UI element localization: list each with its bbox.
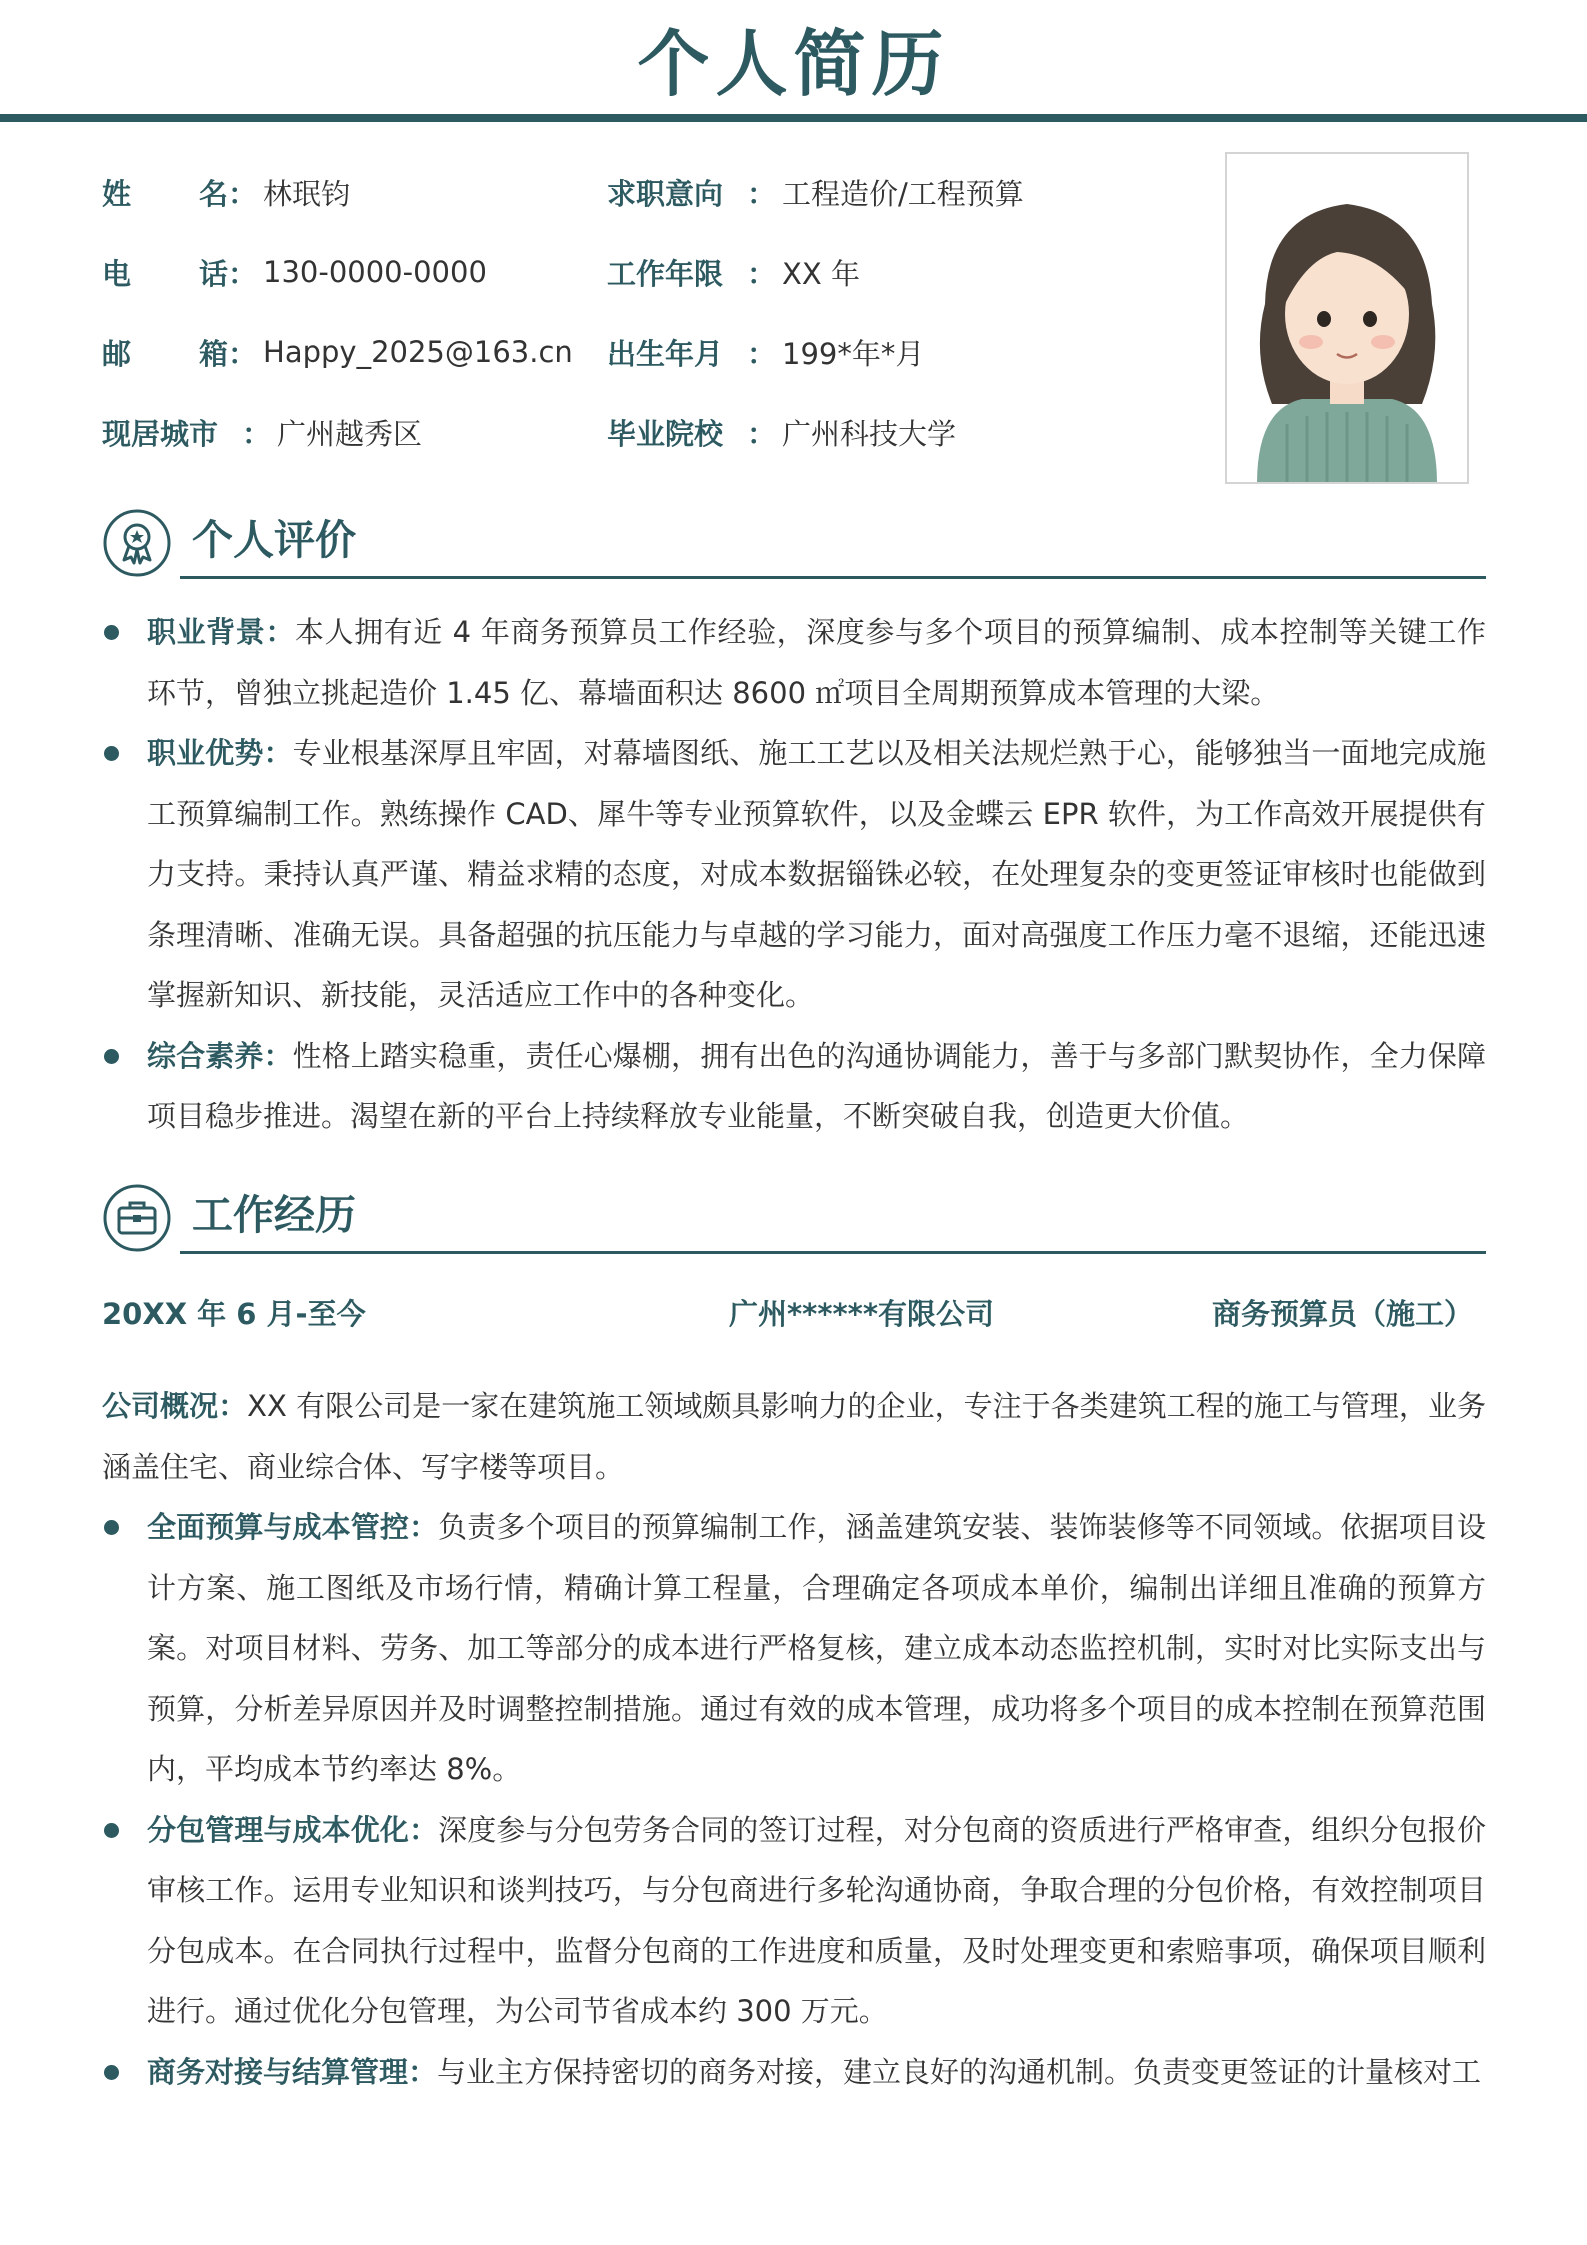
profile-info [102,152,1142,472]
item-text: XX 有限公司是一家在建筑施工领域颇具影响力的企业，专注于各类建筑工程的施工与管理，业务涵盖住宅、商业综合体、写字楼等项目。 [102,1389,1486,1484]
info-value: Happy_2025@163.cn [263,335,573,369]
label-char: 名 [198,176,228,211]
info-phone [102,252,607,293]
info-birth [607,332,924,373]
experience-content [102,1376,1486,2102]
job-company: 广州******有限公司 [729,1297,994,1331]
item-colon: ： [218,1389,248,1423]
info-work-years [607,252,860,293]
label-char: 姓 [102,176,132,211]
info-colon: ： [228,256,258,291]
info-name [102,172,607,213]
award-badge-icon [102,508,172,578]
info-city [102,412,607,453]
bullet-icon [104,746,119,761]
item-keyword: 职业背景 [147,615,266,649]
label-char: 邮 [102,336,132,371]
info-row [102,392,1142,472]
item-keyword: 综合素养 [147,1038,264,1073]
item-colon: ： [409,1510,439,1544]
label-char: 话 [198,256,228,291]
briefcase-icon [102,1183,172,1253]
info-colon: ： [228,336,258,371]
info-label-name [102,172,228,213]
avatar-illustration [1227,154,1467,482]
item-colon: ： [265,615,295,649]
info-label: 出生年月 [607,336,724,371]
info-value: 林珉钧 [263,176,351,211]
item-colon: ： [263,1038,293,1073]
item-text: 专业根基深厚且牢固，对幕墙图纸、施工工艺以及相关法规烂熟于心，能够独当一面地完成施工预算编制工作。熟练操作 CAD、犀牛等专业预算软件，以及金蝶云 EPR 软件，为工作高效开展提供有力支持。秉持认真严谨、精益求精的态度，对成本数据锱铢必较，在处理复杂的变更签证审核时也能做到条理清晰、准确无误。具备超强的抗压能力与卓越的学习能力，面对高强度工作压力毫不退缩，还能迅速掌握新知识、新技能，灵活适应工作中的各种变化。 [147,736,1486,1012]
info-value: 工程造价/工程预算 [782,176,1024,211]
title-divider [0,114,1587,122]
bullet-icon [104,2065,119,2080]
label-char: 箱 [198,336,228,371]
item-colon: ： [409,1812,439,1847]
list-item [102,1026,1486,1147]
page-title: 个人简历 [637,22,950,106]
info-email [102,332,607,373]
list-item [102,723,1486,1026]
info-colon: ： [747,336,777,371]
info-colon: ： [747,176,777,211]
item-text: 与业主方保持密切的商务对接，建立良好的沟通机制。负责变更签证的计量核对工 [437,2054,1482,2089]
job-period: 20XX 年 6 月-至今 [102,1297,366,1331]
info-label-phone [102,252,228,293]
info-value: XX 年 [782,256,860,291]
item-keyword: 商务对接与结算管理 [147,2054,409,2089]
info-colon: ： [747,256,777,291]
item-text: 负责多个项目的预算编制工作，涵盖建筑安装、装饰装修等不同领域。依据项目设计方案、施工图纸及市场行情，精确计算工程量，合理确定各项成本单价，编制出详细且准确的预算方案。对项目材料、劳务、加工等部分的成本进行严格复核，建立成本动态监控机制，实时对比实际支出与预算，分析差异原因并及时调整控制措施。通过有效的成本管理，成功将多个项目的成本控制在预算范围内，平均成本节约率达 8%。 [147,1510,1486,1786]
label-char: 电 [102,256,132,291]
evaluation-content [102,602,1486,1147]
info-label: 现居城市 [102,416,219,451]
item-keyword: 分包管理与成本优化 [147,1812,409,1847]
info-label-email [102,332,228,373]
item-text: 本人拥有近 4 年商务预算员工作经验，深度参与多个项目的预算编制、成本控制等关键工作环节，曾独立挑起造价 1.45 亿、幕墙面积达 8600 ㎡项目全周期预算成本管理的大梁。 [147,615,1486,710]
info-value: 广州越秀区 [277,416,423,451]
info-label: 工作年限 [607,256,724,291]
list-item [102,2042,1486,2103]
info-value: 广州科技大学 [782,416,957,451]
item-text: 性格上踏实稳重，责任心爆棚，拥有出色的沟通协调能力，善于与多部门默契协作，全力保障项目稳步推进。渴望在新的平台上持续释放专业能量，不断突破自我，创造更大价值。 [147,1038,1486,1133]
item-keyword: 全面预算与成本管控 [147,1510,409,1544]
bullet-icon [104,1823,119,1838]
bullet-icon [104,1520,119,1535]
info-job-intention [607,172,1024,213]
list-item [102,1800,1486,2042]
info-colon: ： [228,176,258,211]
company-overview [102,1376,1486,1497]
info-row [102,152,1142,232]
job-header [102,1282,1486,1342]
list-item [102,1497,1486,1800]
info-row [102,312,1142,392]
section-title: 工作经历 [192,1191,356,1239]
item-keyword: 职业优势 [147,736,264,770]
info-label: 毕业院校 [607,416,724,451]
section-evaluation-header [102,508,1486,586]
job-position: 商务预算员（施工） [1212,1297,1474,1331]
info-value: 199*年*月 [782,336,925,371]
info-colon: ： [747,416,777,451]
experience-list [102,1497,1486,2102]
info-value: 130-0000-0000 [263,255,487,289]
bullet-icon [104,625,119,640]
list-item [102,602,1486,723]
info-row [102,232,1142,312]
info-colon: ： [242,416,272,451]
info-label: 求职意向 [607,176,724,211]
section-divider [180,1251,1486,1254]
section-divider [180,576,1486,579]
section-title: 个人评价 [192,516,356,564]
item-colon: ： [408,2054,438,2089]
item-text: 深度参与分包劳务合同的签订过程，对分包商的资质进行严格审查，组织分包报价审核工作。运用专业知识和谈判技巧，与分包商进行多轮沟通协商，争取合理的分包价格，有效控制项目分包成本。在合同执行过程中，监督分包商的工作进度和质量，及时处理变更和索赔事项，确保项目顺利进行。通过优化分包管理，为公司节省成本约 300 万元。 [147,1812,1486,2028]
item-colon: ： [263,736,293,770]
item-keyword: 公司概况 [102,1389,219,1423]
avatar-photo [1225,152,1469,484]
info-school [607,412,956,453]
bullet-icon [104,1049,119,1064]
section-experience-header [102,1183,1486,1261]
evaluation-list [102,602,1486,1147]
